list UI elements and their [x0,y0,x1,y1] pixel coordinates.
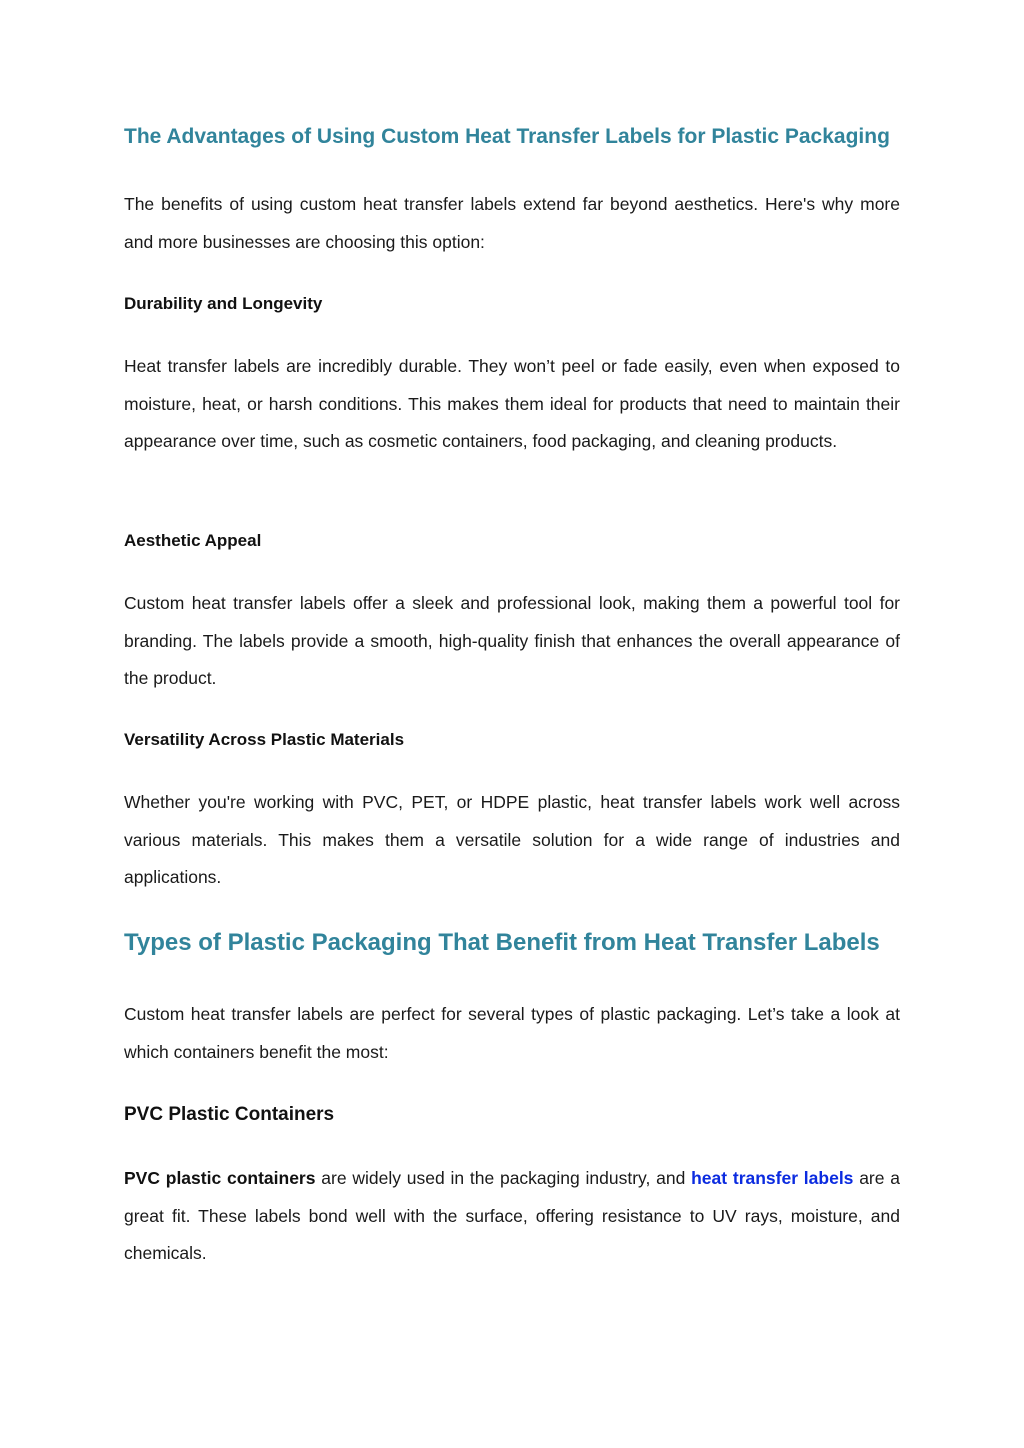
section-heading-types: Types of Plastic Packaging That Benefit from Heat Transfer Labels [124,929,880,956]
durability-paragraph: Heat transfer labels are incredibly durable. They won’t peel or fade easily, even when exposed to moisture, heat, or harsh conditions. This makes them ideal for products that need to maintain their appearance over time, such as cosmetic containers, food packaging, and cleaning products. [124,356,900,452]
subheading-versatility: Versatility Across Plastic Materials [124,730,405,749]
aesthetic-appeal-paragraph: Custom heat transfer labels offer a sleek and professional look, making them a powerful tool for branding. The labels provide a smooth, high-quality finish that enhances the overall appearance of the product. [124,593,900,689]
versatility-paragraph: Whether you're working with PVC, PET, or HDPE plastic, heat transfer labels work well across various materials. This makes them a versatile solution for a wide range of industries and applications. [124,792,900,888]
advantages-intro-paragraph: The benefits of using custom heat transfer labels extend far beyond aesthetics. Here's why more and more businesses are choosing this option: [124,194,900,252]
pvc-text-before-link: are widely used in the packaging industry, and [315,1168,692,1188]
pvc-text-after-link: are a great fit. These labels bond well with the surface, offering resistance to UV rays, moisture, and chemicals. [124,1168,900,1264]
heat-transfer-labels-link[interactable]: heat transfer labels [691,1168,854,1188]
subheading-pvc-containers: PVC Plastic Containers [124,1104,335,1125]
section-heading-advantages: The Advantages of Using Custom Heat Transfer Labels for Plastic Packaging [124,125,890,148]
subheading-durability: Durability and Longevity [124,294,323,313]
subheading-aesthetic-appeal: Aesthetic Appeal [124,531,262,550]
types-intro-paragraph: Custom heat transfer labels are perfect for several types of plastic packaging. Let’s take a look at which containers benefit the most: [124,1004,900,1062]
pvc-bold-lead: PVC plastic containers [124,1168,316,1188]
pvc-paragraph [124,1160,900,1273]
